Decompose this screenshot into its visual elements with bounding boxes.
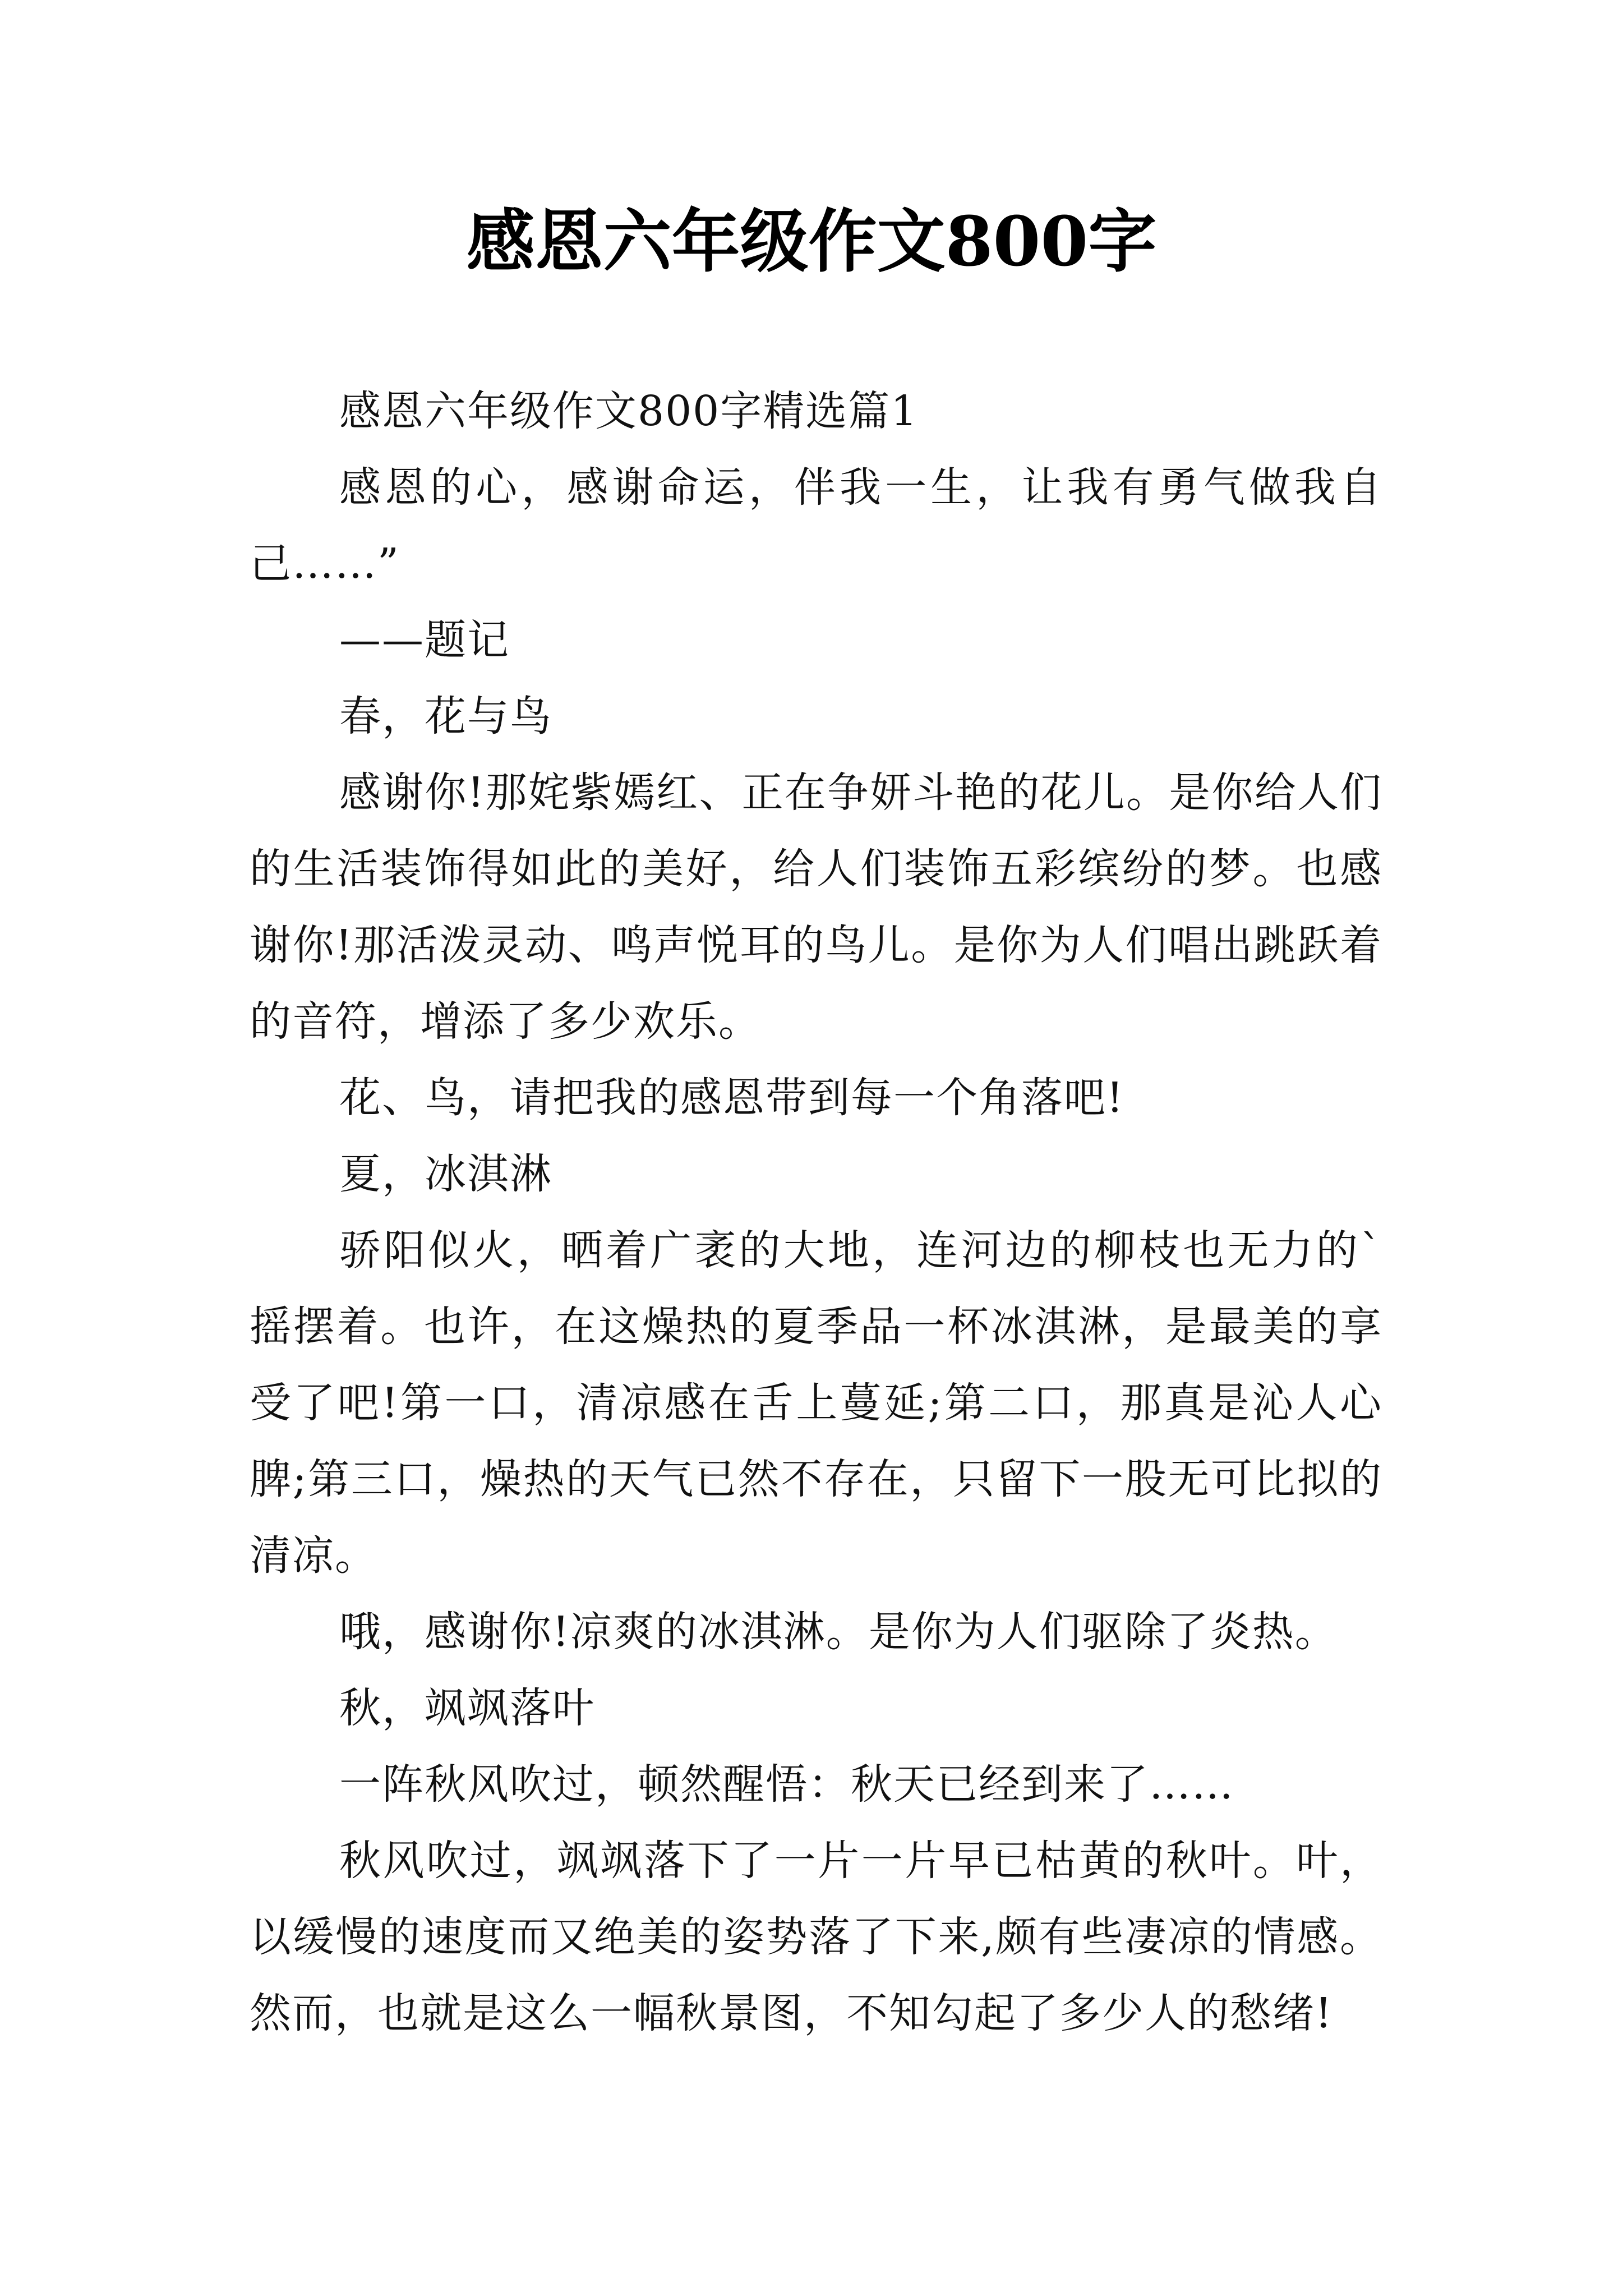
section-heading-spring: 春，花与鸟 (339, 692, 552, 740)
paragraph: 花、鸟，请把我的感恩带到每一个角落吧! (339, 1074, 1124, 1122)
paragraph: 感谢你!那姹紫嫣红、正在争妍斗艳的花儿。是你给人们的生活装饰得如此的美好，给人们装饰五彩缤纷的梦。也感谢你!那活泼灵动、鸣声悦耳的鸟儿。是你为人们唱出跳跃着的音符，增添了多少欢乐。 (250, 769, 1382, 1046)
paragraph-epigraph: 感恩的心，感谢命运，伴我一生，让我有勇气做我自己……” (250, 463, 1382, 588)
paragraph-epigraph-attribution: ——题记 (339, 616, 510, 664)
paragraph: 骄阳似火，晒着广袤的大地，连河边的柳枝也无力的`摇摆着。也许，在这燥热的夏季品一杯冰淇淋，是最美的享受了吧!第一口，清凉感在舌上蔓延;第二口，那真是沁人心脾;第三口，燥热的天气已然不存在，只留下一股无可比拟的清凉。 (250, 1226, 1382, 1580)
paragraph: 秋风吹过，飒飒落下了一片一片早已枯黄的秋叶。叶，以缓慢的速度而又绝美的姿势落了下来,颇有些凄凉的情感。然而，也就是这么一幅秋景图，不知勾起了多少人的愁绪! (250, 1837, 1382, 2037)
section-heading-autumn: 秋，飒飒落叶 (339, 1684, 595, 1732)
paragraph: 哦，感谢你!凉爽的冰淇淋。是你为人们驱除了炎热。 (339, 1608, 1338, 1656)
document-title: 感恩六年级作文800字 (466, 201, 1157, 282)
paragraph: 一阵秋风吹过，顿然醒悟：秋天已经到来了…… (339, 1760, 1234, 1809)
document-body (250, 373, 1382, 2051)
section-heading-summer: 夏，冰淇淋 (339, 1150, 552, 1198)
paragraph-subtitle: 感恩六年级作文800字精选篇1 (339, 387, 919, 435)
